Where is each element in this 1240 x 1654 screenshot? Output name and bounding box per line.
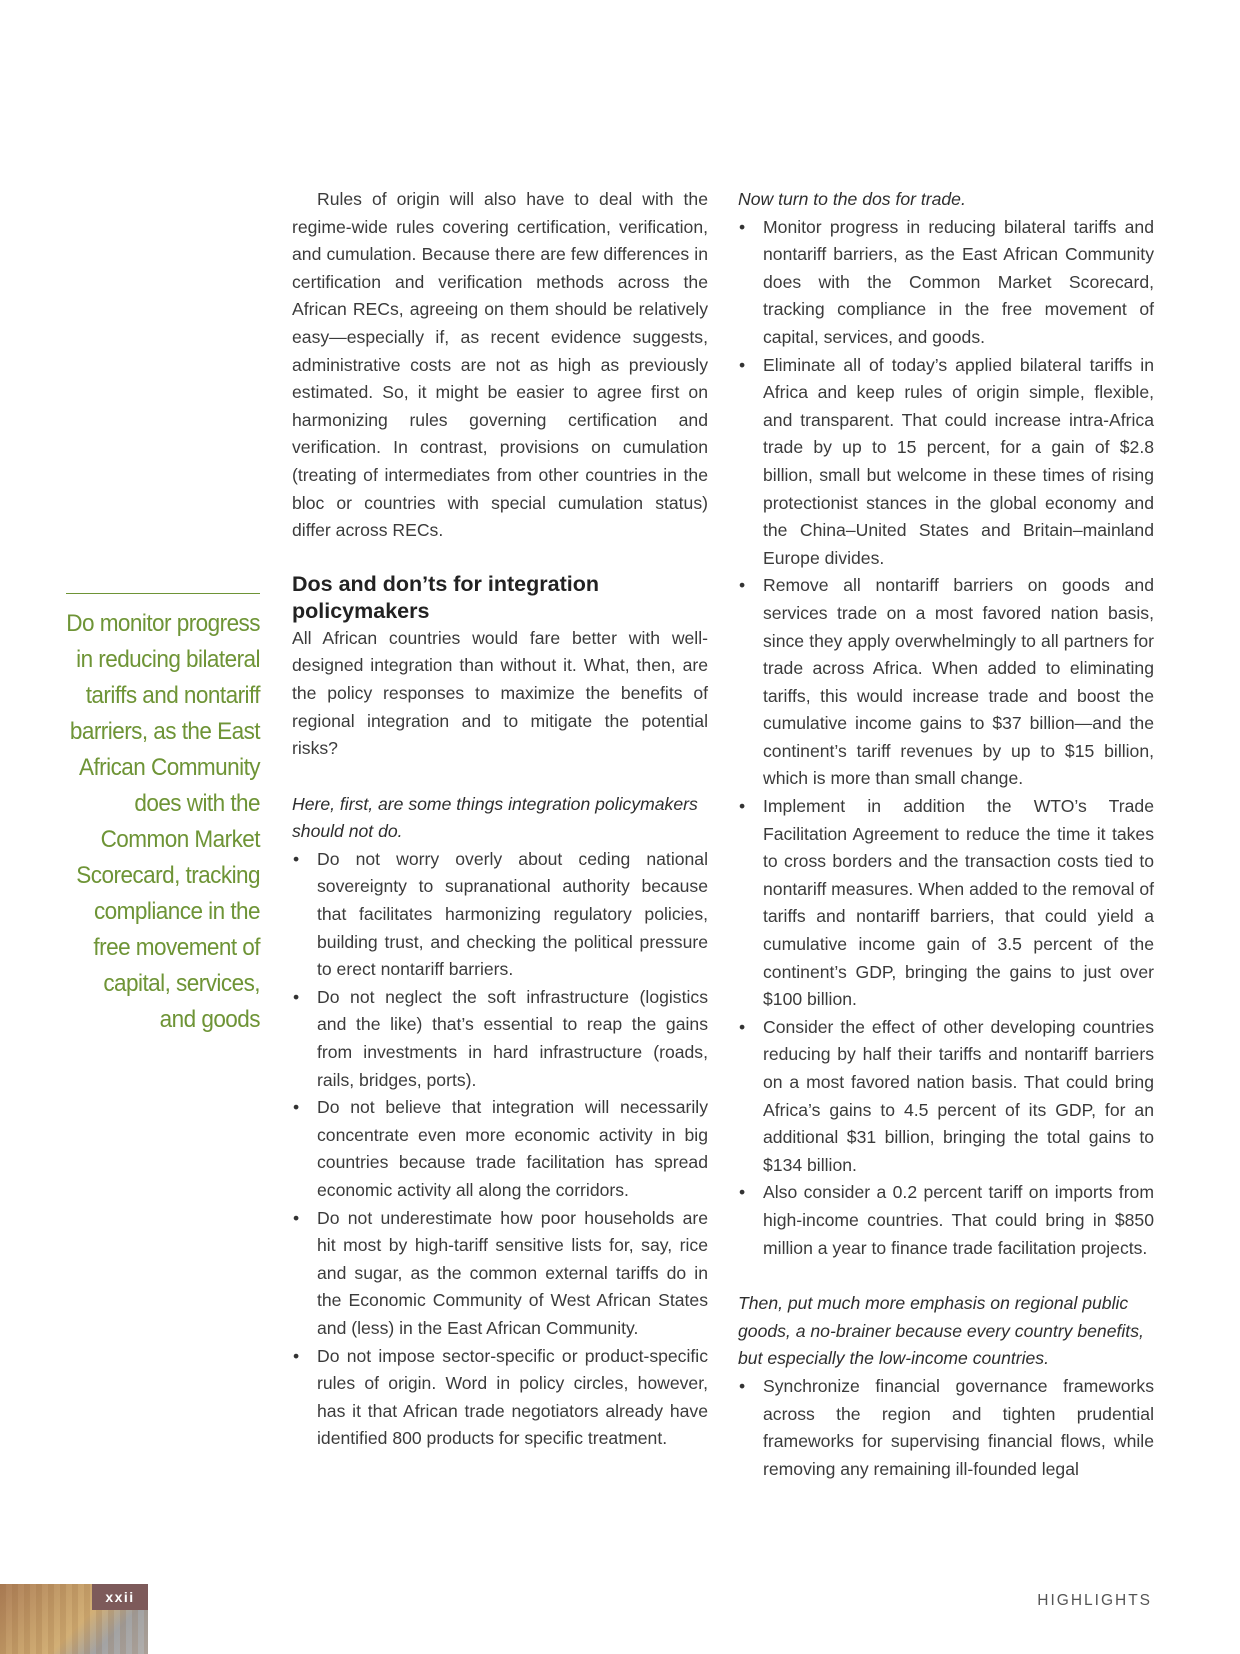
section-label: HIGHLIGHTS bbox=[1037, 1592, 1152, 1609]
bullet-icon: • bbox=[293, 1097, 300, 1118]
heading-paragraph: All African countries would fare better with well-designed integration than without it. What, then, are the policy responses to maximize the benefits of regional integration and to mitigate the potential risks? bbox=[292, 627, 708, 759]
list-item: • Do not worry overly about ceding national sovereignty to supranational authority because that facilitates harmonizing regulatory policies, building trust, and checking the political pressure to erect nontariff barriers. bbox=[292, 846, 708, 984]
bullet-icon: • bbox=[293, 1207, 300, 1228]
list-item: • Consider the effect of other developing countries reducing by half their tariffs and nontariff barriers on a most favored nation basis. That could bring Africa’s gains to 4.5 percent of its GDP, for an additional $31 billion, bringing the total gains to $134 billion. bbox=[738, 1014, 1154, 1180]
bullet-icon: • bbox=[739, 575, 746, 596]
list-item: • Also consider a 0.2 percent tariff on imports from high-income countries. That could bring in $850 million a year to finance trade facilitation projects. bbox=[738, 1179, 1154, 1262]
bullet-icon: • bbox=[739, 354, 746, 375]
bullet-icon: • bbox=[293, 848, 300, 869]
list-item: • Do not underestimate how poor households are hit most by high-tariff sensitive lists for, say, rice and sugar, as the common external tariffs do in the Economic Community of West African States and (less) in the East African Community. bbox=[292, 1205, 708, 1343]
public-goods-lead: Then, put much more emphasis on regional public goods, a no-brainer because every country benefits, but especially the low-income countries. bbox=[738, 1293, 1144, 1369]
bullet-icon: • bbox=[293, 986, 300, 1007]
list-item: • Do not believe that integration will necessarily concentrate even more economic activity in big countries because trade facilitation has spread economic activity all along the corridors. bbox=[292, 1094, 708, 1204]
list-item: • Do not neglect the soft infrastructure (logistics and the like) that’s essential to reap the gains from investments in hard infrastructure (roads, rails, bridges, ports). bbox=[292, 984, 708, 1094]
pull-quote: Do monitor progress in reducing bilateral tariffs and nontariff barriers, as the East African Community does with the Common Market Scorecard, tracking compliance in the free movement of capital, services, and goods bbox=[66, 610, 261, 1033]
bullet-icon: • bbox=[739, 216, 746, 237]
donts-list bbox=[292, 846, 708, 1453]
list-item: • Monitor progress in reducing bilateral tariffs and nontariff barriers, as the East African Community does with the Common Market Scorecard, tracking compliance in the free movement of capital, services, and goods. bbox=[738, 214, 1154, 352]
bullet-icon: • bbox=[293, 1345, 300, 1366]
bullet-icon: • bbox=[739, 1016, 746, 1037]
dos-lead: Now turn to the dos for trade. bbox=[738, 189, 966, 209]
list-item: • Synchronize financial governance frameworks across the region and tighten prudential frameworks for supervising financial flows, while removing any remaining ill-founded legal bbox=[738, 1373, 1154, 1483]
page-number: xxii bbox=[105, 1589, 135, 1605]
list-item: • Do not impose sector-specific or product-specific rules of origin. Word in policy circles, however, has it that African trade negotiators already have identified 800 products for specific treatment. bbox=[292, 1343, 708, 1453]
list-item: • Implement in addition the WTO’s Trade Facilitation Agreement to reduce the time it takes to cross borders and the transaction costs tied to nontariff measures. When added to the removal of tariffs and nontariff barriers, that could yield a cumulative income gain of 3.5 percent of the continent’s GDP, bringing the gains to just over $100 billion. bbox=[738, 793, 1154, 1014]
bullet-icon: • bbox=[739, 796, 746, 817]
list-item: • Eliminate all of today’s applied bilateral tariffs in Africa and keep rules of origin simple, flexible, and transparent. That could increase intra-Africa trade by up to 15 percent, for a gain of $2.8 billion, small but welcome in these times of rising protectionist stances in the global economy and the China–United States and Britain–mainland Europe divides. bbox=[738, 352, 1154, 573]
sidebar-pull-quote-block bbox=[66, 593, 260, 1038]
left-column bbox=[292, 186, 708, 1453]
page-tab-decoration bbox=[0, 1584, 148, 1654]
intro-paragraph: Rules of origin will also have to deal with the regime-wide rules covering certification, verification, and cumulation. Because there are few differences in certification and verification methods across the African RECs, agreeing on them should be relatively easy—especially if, as recent evidence suggests, administrative costs are not as high as previously estimated. So, it might be easier to agree first on harmonizing rules governing certification and verification. In contrast, provisions on cumulation (treating of intermediates from other countries in the bloc or countries with special cumulation status) differ across RECs. bbox=[292, 189, 708, 541]
bullet-icon: • bbox=[739, 1182, 746, 1203]
list-item: • Remove all nontariff barriers on goods and services trade on a most favored nation basis, since they apply overwhelmingly to all partners for trade across Africa. When added to eliminating tariffs, this would increase trade and boost the cumulative income gains to $37 billion—and the continent’s tariff revenues by up to $15 billion, which is more than small change. bbox=[738, 572, 1154, 793]
section-heading: Dos and don’ts for integration policymakers bbox=[292, 571, 599, 623]
right-column bbox=[738, 186, 1154, 1483]
donts-lead: Here, first, are some things integration policymakers should not do. bbox=[292, 793, 698, 842]
public-goods-list bbox=[738, 1373, 1154, 1483]
bullet-icon: • bbox=[739, 1375, 746, 1396]
dos-list bbox=[738, 214, 1154, 1263]
